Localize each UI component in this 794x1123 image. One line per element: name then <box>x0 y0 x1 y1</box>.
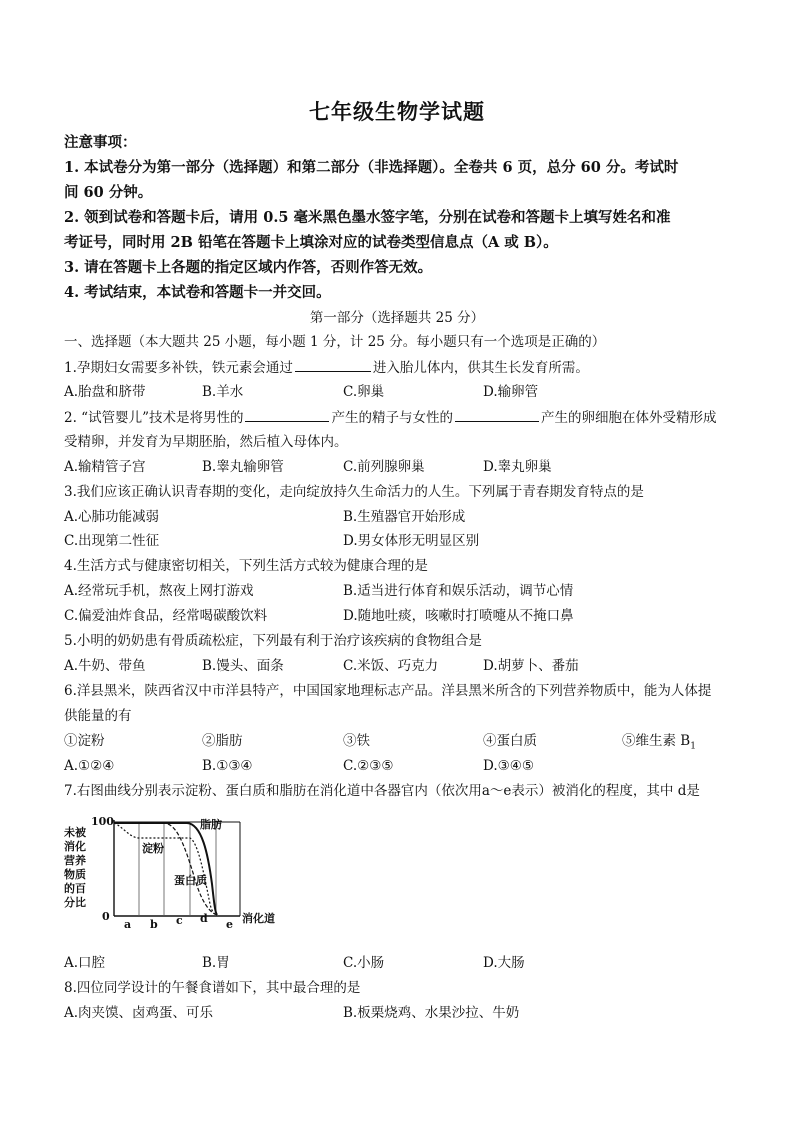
fig-ytick-100: 100 <box>91 815 114 828</box>
q6-option-c: C.②③⑤ <box>343 758 394 774</box>
fig-xlabel-a: a <box>124 918 132 931</box>
q5-option-c: C.米饭、巧克力 <box>343 658 439 674</box>
fig-ytick-0: 0 <box>102 910 110 923</box>
q1-option-b: B.羊水 <box>202 384 244 400</box>
q8-option-b: B.板栗烧鸡、水果沙拉、牛奶 <box>343 1005 520 1021</box>
fig-label-fat: 脂肪 <box>200 818 222 831</box>
q6-item-5 <box>622 732 696 756</box>
fig-label-protein: 蛋白质 <box>174 874 207 887</box>
q4-option-c: C.偏爱油炸食品，经常喝碳酸饮料 <box>64 608 268 624</box>
fig-curve-fat <box>114 823 217 915</box>
question-7: 7.右图曲线分别表示淀粉、蛋白质和脂肪在消化道中各器官内（依次用a～e表示）被消化的程度，其中 d是 <box>64 783 700 799</box>
q7-option-c: C.小肠 <box>343 955 385 971</box>
q6-option-b: B.①③④ <box>202 758 253 774</box>
q3-option-c: C.出现第二性征 <box>64 533 160 549</box>
fig-xlabel-e: e <box>226 918 233 931</box>
q1-option-c: C.卵巢 <box>343 384 385 400</box>
digestion-curve-diagram <box>62 814 284 936</box>
fig-ylabel-6: 分比 <box>64 896 86 909</box>
q6-item-2: ②脂肪 <box>202 733 243 749</box>
q1-blank <box>295 358 371 372</box>
q4-option-d: D.随地吐痰，咳嗽时打喷嚏从不掩口鼻 <box>343 608 574 624</box>
question-2 <box>64 408 716 427</box>
q2-blank-1 <box>245 408 329 422</box>
q4-option-b: B.适当进行体育和娱乐活动，调节心情 <box>343 583 574 599</box>
q2-text-post: 产生的卵细胞在体外受精形成 <box>540 410 717 426</box>
note-line-1: 1. 本试卷分为第一部分（选择题）和第二部分（非选择题）。全卷共 6 页，总分 60 分。考试时 <box>64 159 679 176</box>
note-line-4: 考证号，同时用 2B 铅笔在答题卡上填涂对应的试卷类型信息点（A 或 B）。 <box>64 234 558 251</box>
question-3: 3.我们应该正确认识青春期的变化，走向绽放持久生命活力的人生。下列属于青春期发育特点的是 <box>64 484 644 500</box>
q6-item-5-subscript: 1 <box>690 741 696 752</box>
fig-xlabel-c: c <box>176 914 183 927</box>
q6-item-4: ④蛋白质 <box>483 733 537 749</box>
q2-text-pre: 2. “试管婴儿”技术是将男性的 <box>64 410 244 426</box>
question-5: 5.小明的奶奶患有骨质疏松症，下列最有利于治疗该疾病的食物组合是 <box>64 633 482 649</box>
fig-ylabel-2: 消化 <box>64 840 86 853</box>
notes-heading: 注意事项： <box>64 134 137 151</box>
q4-option-a: A.经常玩手机，熬夜上网打游戏 <box>64 583 254 599</box>
question-6-line-2: 供能量的有 <box>64 708 132 724</box>
part1-heading: 第一部分（选择题共 25 分） <box>309 310 485 326</box>
fig-ylabel-4: 物质 <box>64 868 86 881</box>
digestion-figure <box>62 814 284 936</box>
q5-option-d: D.胡萝卜、番茄 <box>483 658 579 674</box>
q3-option-a: A.心肺功能减弱 <box>64 509 160 525</box>
q2-option-a: A.输精管子宫 <box>64 459 146 475</box>
q6-option-d: D.③④⑤ <box>483 758 534 774</box>
q7-option-d: D.大肠 <box>483 955 525 971</box>
q2-option-c: C.前列腺卵巢 <box>343 459 425 475</box>
q5-option-a: A.牛奶、带鱼 <box>64 658 146 674</box>
fig-xlabel-b: b <box>150 918 158 931</box>
q5-option-b: B.馒头、面条 <box>202 658 284 674</box>
q7-option-b: B.胃 <box>202 955 230 971</box>
note-line-2: 间 60 分钟。 <box>64 184 153 201</box>
q3-option-b: B.生殖器官开始形成 <box>343 509 466 525</box>
q1-text-pre: 1.孕期妇女需要多补铁，铁元素会通过 <box>64 360 293 376</box>
q8-option-a: A.肉夹馍、卤鸡蛋、可乐 <box>64 1005 214 1021</box>
note-line-6: 4. 考试结束，本试卷和答题卡一并交回。 <box>64 284 331 301</box>
q1-option-a: A.胎盘和脐带 <box>64 384 146 400</box>
q2-text-mid: 产生的精子与女性的 <box>331 410 453 426</box>
fig-xlabel-title: 消化道 <box>242 912 275 925</box>
q6-item-3: ③铁 <box>343 733 370 749</box>
fig-ylabel-1: 未被 <box>64 826 86 839</box>
q1-option-d: D.输卵管 <box>483 384 539 400</box>
q2-option-d: D.睾丸卵巢 <box>483 459 552 475</box>
question-1 <box>64 358 589 377</box>
fig-ylabel-3: 营养 <box>64 854 86 867</box>
question-4: 4.生活方式与健康密切相关，下列生活方式较为健康合理的是 <box>64 558 428 574</box>
note-line-3: 2. 领到试卷和答题卡后，请用 0.5 毫米黑色墨水签字笔，分别在试卷和答题卡上填写姓名和准 <box>64 209 671 226</box>
question-6-line-1: 6.洋县黑米，陕西省汉中市洋县特产，中国国家地理标志产品。洋县黑米所含的下列营养物质中，能为人体提 <box>64 683 712 699</box>
page-title: 七年级生物学试题 <box>309 99 485 124</box>
section-heading: 一、选择题（本大题共 25 小题，每小题 1 分，计 25 分。每小题只有一个选项是正确的） <box>64 334 606 350</box>
q2-line-2: 受精卵，并发育为早期胚胎，然后植入母体内。 <box>64 434 348 450</box>
fig-label-starch: 淀粉 <box>142 842 164 855</box>
q6-item-5-text: ⑤维生素 B <box>622 733 691 749</box>
q7-option-a: A.口腔 <box>64 955 106 971</box>
fig-xlabel-d: d <box>200 912 208 925</box>
note-line-5: 3. 请在答题卡上各题的指定区域内作答，否则作答无效。 <box>64 259 433 276</box>
q3-option-d: D.男女体形无明显区别 <box>343 533 480 549</box>
question-8: 8.四位同学设计的午餐食谱如下，其中最合理的是 <box>64 980 361 996</box>
q6-option-a: A.①②④ <box>64 758 115 774</box>
q1-text-post: 进入胎儿体内，供其生长发育所需。 <box>372 360 589 376</box>
fig-ylabel-5: 的百 <box>64 882 86 895</box>
q2-option-b: B.睾丸输卵管 <box>202 459 284 475</box>
q2-blank-2 <box>455 408 539 422</box>
q6-item-1: ①淀粉 <box>64 733 105 749</box>
